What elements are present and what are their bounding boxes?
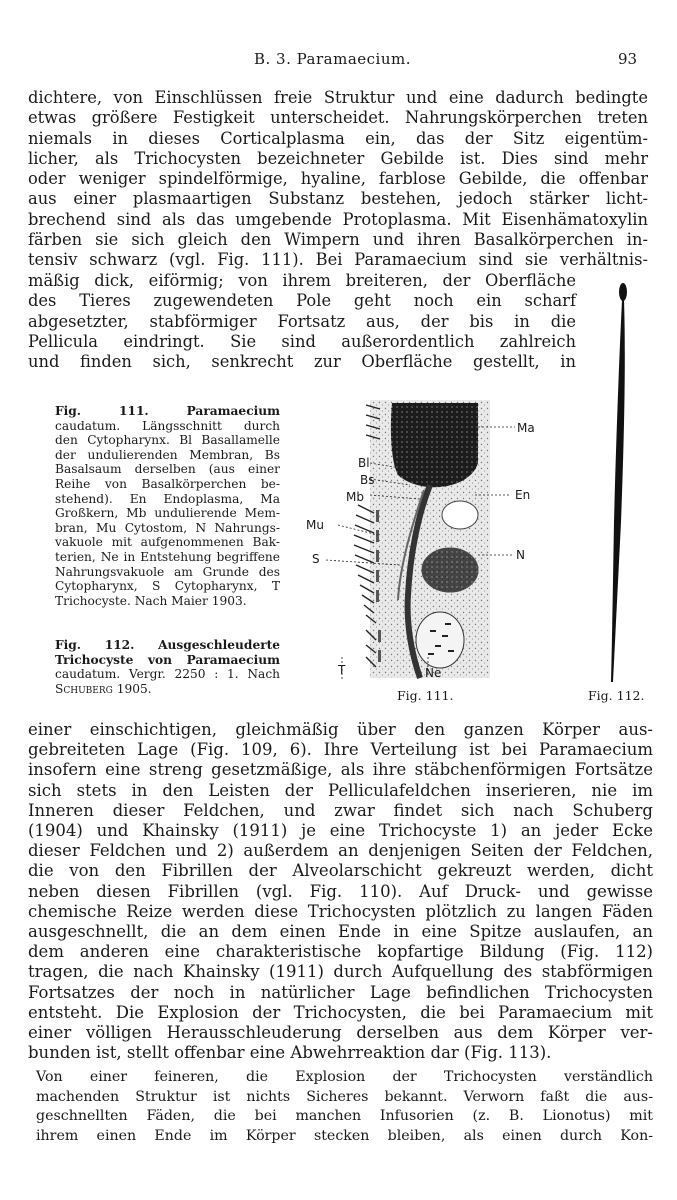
text-line: des Tieres zugewendeten Pole geht noch ein scharf [28, 291, 576, 311]
caption-line: Reihe von Basalkörperchen be- [55, 476, 280, 491]
caption-line: Basalsaum derselben (aus einer [55, 462, 280, 477]
text-line: bunden ist, stellt offenbar eine Abwehrreaktion dar (Fig. 113). [28, 1043, 552, 1063]
label-en: En [515, 488, 531, 502]
forming-vacuole-ne [416, 612, 464, 668]
text-line: sich stets in den Leisten der Pelliculafeldchen inserieren, nie im [28, 780, 653, 800]
caption-line: caudatum. Vergr. 2250 : 1. Nach [55, 667, 280, 682]
caption-line: bran, Mu Cytostom, N Nahrungs- [55, 520, 280, 535]
text-line: abgesetzter, stabförmiger Fortsatz aus, der bis in die [28, 311, 576, 331]
caption-line: vakuole mit aufgenommenen Bak- [55, 535, 280, 550]
figure-112-label: Fig. 112. [588, 688, 645, 703]
top-paragraph-wrapped [28, 271, 576, 372]
text-line: und finden sich, senkrecht zur Oberfläche gestellt, in [28, 352, 576, 372]
label-n: N [516, 548, 525, 562]
food-vacuole-n [422, 548, 478, 592]
figure-111-caption [55, 404, 280, 608]
caption-line: Trichocyste von Paramaecium [55, 652, 280, 667]
caption-line: Trichocyste. Nach Maier 1903. [55, 593, 247, 608]
caption-line: caudatum. Längsschnitt durch [55, 418, 280, 433]
text-line: chemische Reize werden diese Trichocysten plötzlich zu langen Fäden [28, 901, 653, 921]
text-line: die von den Fibrillen der Alveolarschicht gekreuzt werden, dicht [28, 861, 653, 881]
figure-111-label: Fig. 111. [397, 688, 454, 703]
caption-line: Fig. 112. Ausgeschleuderte [55, 638, 280, 652]
text-line: insofern eine streng gesetzmäßige, als ihre stäbchenförmigen Fortsätze [28, 760, 653, 780]
caption-line: Nahrungsvakuole am Grunde des [55, 564, 280, 579]
top-paragraph [28, 88, 648, 271]
figure-111-illustration [300, 395, 560, 690]
caption-line: terien, Ne in Entstehung begriffene [55, 549, 280, 564]
text-line: tensiv schwarz (vgl. Fig. 111). Bei Paramaecium sind sie verhältnis- [28, 250, 648, 270]
text-line: machenden Struktur ist nichts Sicheres bekannt. Verworn faßt die aus- [36, 1088, 653, 1105]
label-mb: Mb [346, 490, 364, 504]
text-line: brechend sind als das umgebende Protoplasma. Mit Eisenhämatoxylin [28, 209, 648, 229]
label-ne: Ne [425, 666, 442, 680]
text-line: niemals in dieses Corticalplasma ein, das der Sitz eigentüm- [28, 128, 648, 148]
text-line: dieser Feldchen und 2) außerdem an denjenigen Seiten der Feldchen, [28, 841, 653, 861]
text-line: dem anderen eine charakteristische kopfartige Bildung (Fig. 112) [28, 942, 653, 962]
text-line: entsteht. Die Explosion der Trichocysten, die bei Paramaecium mit [28, 1002, 653, 1022]
label-t: T [338, 663, 346, 677]
text-line: ausgeschnellt, die an dem einen Ende in eine Spitze auslaufen, an [28, 922, 653, 942]
text-line: einer völligen Herausschleuderung derselben aus dem Körper ver- [28, 1023, 653, 1043]
vacuole [442, 501, 478, 529]
label-s: S [312, 552, 320, 566]
text-line: etwas größere Festigkeit unterscheidet. Nahrungskörperchen treten [28, 108, 648, 128]
caption-line: den Cytopharynx. Bl Basallamelle [55, 433, 280, 448]
small-print-paragraph [36, 1068, 653, 1146]
caption-line: stehend). En Endoplasma, Ma [55, 491, 280, 506]
text-line: tragen, die nach Khainsky (1911) durch Aufquellung des stabförmigen [28, 962, 653, 982]
body-paragraph [28, 720, 653, 1063]
caption-line: der undulierenden Membran, Bs [55, 447, 280, 462]
macronucleus [391, 403, 478, 487]
text-line: gebreiteten Lage (Fig. 109, 6). Ihre Verteilung ist bei Paramaecium [28, 740, 653, 760]
caption-line: Cytopharynx, S Cytopharynx, T [55, 579, 280, 594]
text-line: Von einer feineren, die Explosion der Trichocysten verständlich [36, 1069, 653, 1085]
text-line: geschnellten Fäden, die bei manchen Infusorien (z. B. Lionotus) mit [36, 1108, 653, 1124]
caption-line: Großkern, Mb undulierende Mem- [55, 506, 280, 521]
text-line: ihrem einen Ende im Körper stecken bleiben, als einen durch Kon- [36, 1127, 653, 1144]
text-line: einer einschichtigen, gleichmäßig über den ganzen Körper aus- [28, 720, 653, 739]
caption-line: Schuberg 1905. [55, 681, 152, 696]
trichocyst-shaft [611, 300, 625, 682]
text-line: mäßig dick, eiförmig; von ihrem breiteren, der Oberfläche [28, 271, 576, 290]
text-line: färben sie sich gleich den Wimpern und ihren Basalkörperchen in- [28, 230, 648, 250]
label-mu: Mu [306, 518, 324, 532]
text-line: dichtere, von Einschlüssen freie Struktur und eine dadurch bedingte [28, 88, 648, 107]
figure-112-caption [55, 638, 280, 696]
trichocyst-head [619, 283, 627, 301]
caption-line: Fig. 111. Paramaecium [55, 404, 280, 418]
running-header-title: B. 3. Paramaecium. [254, 50, 412, 68]
text-line: licher, als Trichocysten bezeichneter Gebilde ist. Dies sind mehr [28, 148, 648, 168]
label-ma: Ma [517, 421, 535, 435]
text-line: Pellicula eindringt. Sie sind außerordentlich zahlreich [28, 331, 576, 351]
figure-112-trichocyst [586, 282, 656, 692]
label-bs: Bs [360, 473, 375, 487]
page-number: 93 [618, 50, 638, 68]
text-line: Fortsatzes der noch in natürlicher Lage befindlichen Trichocysten [28, 982, 653, 1002]
text-line: Inneren dieser Feldchen, und zwar findet sich nach Schuberg [28, 800, 653, 820]
text-line: (1904) und Khainsky (1911) je eine Trichocyste 1) an jeder Ecke [28, 821, 653, 841]
label-bl: Bl [358, 456, 370, 470]
text-line: neben diesen Fibrillen (vgl. Fig. 110). Auf Druck- und gewisse [28, 881, 653, 901]
text-line: oder weniger spindelförmige, hyaline, farblose Gebilde, die offenbar [28, 169, 648, 189]
text-line: aus einer plasmaartigen Substanz bestehen, jedoch stärker licht- [28, 189, 648, 209]
